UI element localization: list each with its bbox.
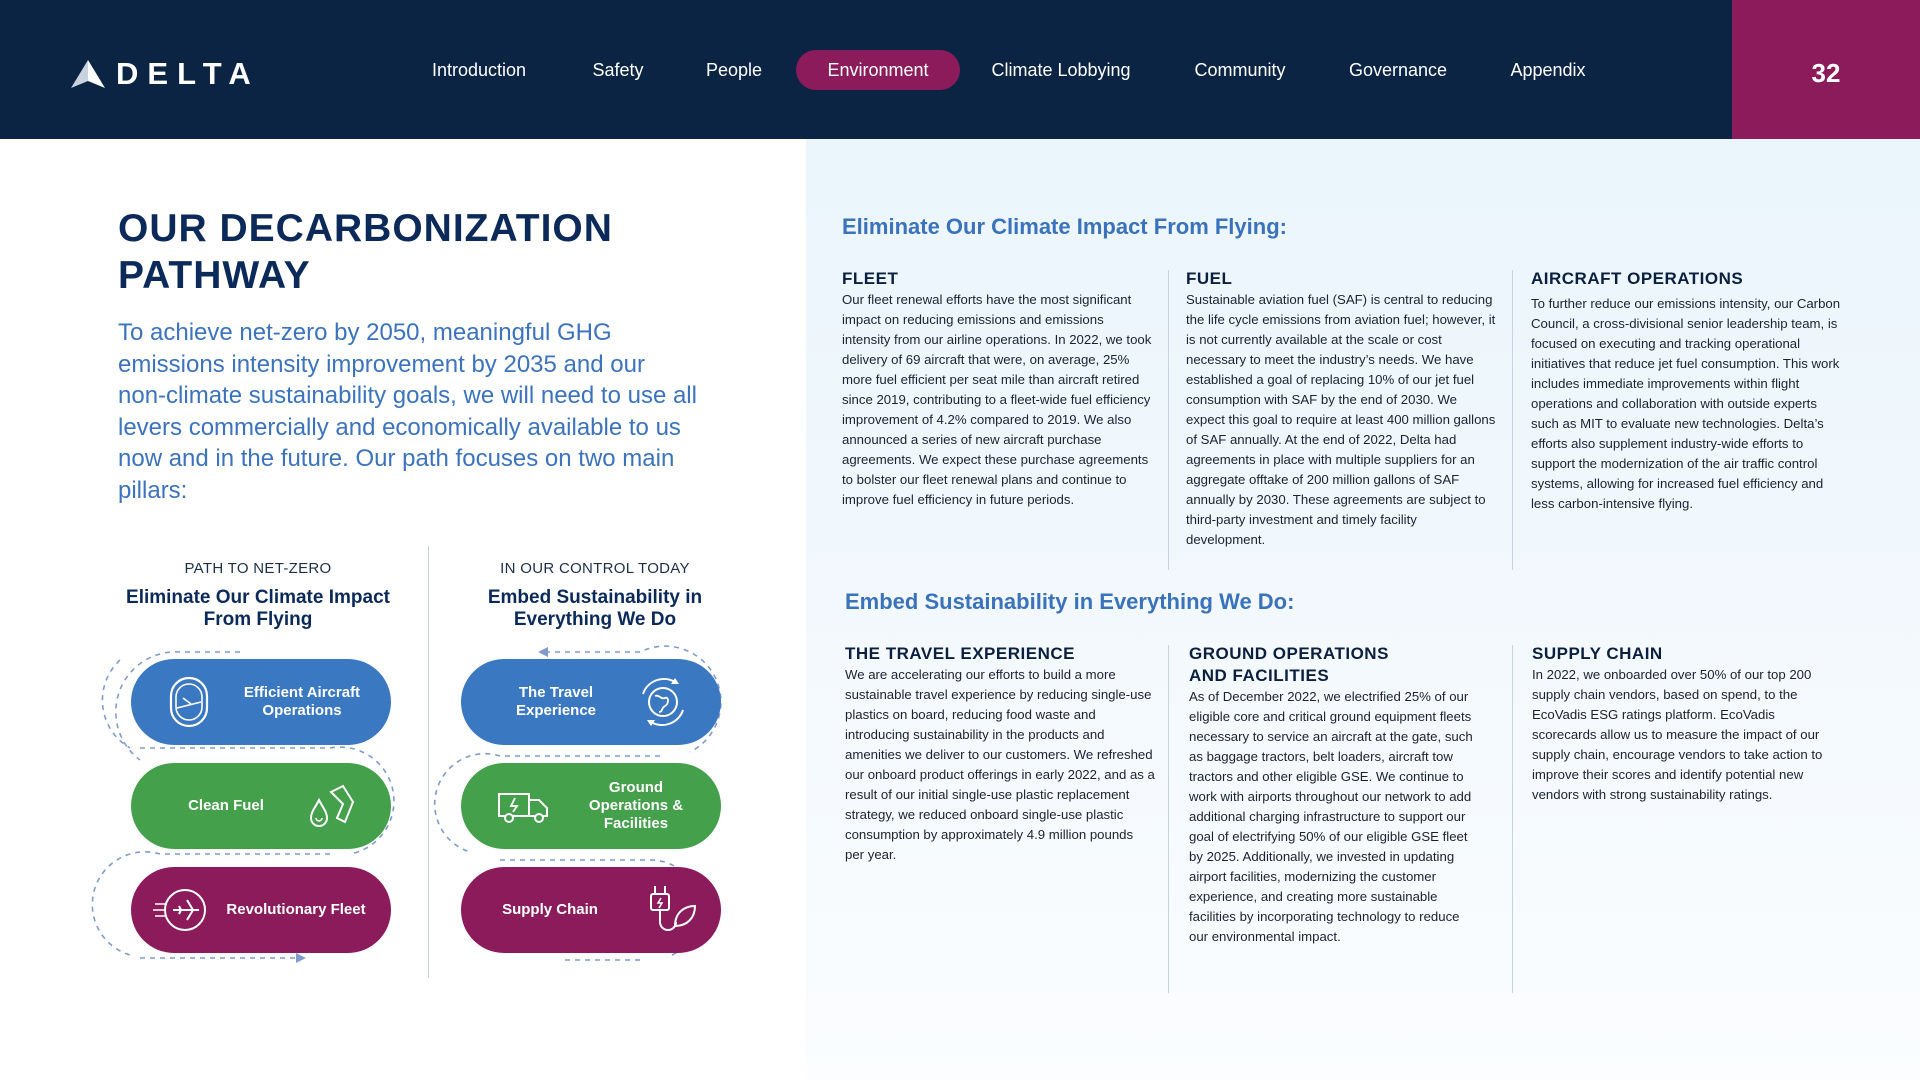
block-aircraft-operations xyxy=(1531,268,1841,514)
section2-heading: Embed Sustainability in Everything We Do: xyxy=(845,589,1295,614)
block-supply-chain xyxy=(1532,643,1842,805)
fuel-nozzle-icon xyxy=(303,778,359,834)
pillar2-caption: IN OUR CONTROL TODAY xyxy=(500,560,690,577)
pill-label: Efficient Aircraft Operations xyxy=(243,684,361,719)
aircraft-window-icon xyxy=(161,674,217,730)
page-title-line1: OUR DECARBONIZATION xyxy=(118,207,613,250)
nav-safety[interactable]: Safety xyxy=(592,60,644,80)
block-title: FUEL xyxy=(1186,269,1233,288)
pill-label: Supply Chain xyxy=(502,901,598,918)
globe-recycle-icon xyxy=(635,674,691,730)
logo-text: DELTA xyxy=(116,56,260,91)
page-number: 32 xyxy=(1811,58,1841,88)
pill-the-travel-experience[interactable] xyxy=(461,659,721,745)
electric-truck-icon xyxy=(495,778,551,834)
column-rule xyxy=(1168,270,1169,570)
pill-label: Ground Operations & Facilities xyxy=(588,779,684,832)
pillar1-title: Eliminate Our Climate Impact From Flying xyxy=(126,587,390,630)
block-ground-operations xyxy=(1189,643,1489,947)
pill-label: The Travel Experience xyxy=(515,684,597,719)
pill-label: Clean Fuel xyxy=(188,797,264,814)
nav-environment[interactable]: Environment xyxy=(796,50,960,90)
block-travel-experience xyxy=(845,643,1155,865)
pill-ground-operations-facilities[interactable] xyxy=(461,763,721,849)
block-body: In 2022, we onboarded over 50% of our top 200 supply chain vendors, based on spend, to the EcoVadis ESG ratings platform. EcoVadis scorecards allow us to measure the impact of our supply chain, encourage vendors to take action to improve their scores and identify potential new vendors with strong sustainability ratings. xyxy=(1532,667,1823,802)
block-body: As of December 2022, we electrified 25% of our eligible core and critical ground equipment fleets necessary to service an aircraft at the gate, such as baggage tractors, belt loaders, aircraft tow tractors and other eligible GSE. We continue to work with airports throughout our network to add additional charging infrastructure to support our goal of electrifying 50% of our eligible GSE fleet by 2025. Additionally, we invested in updating airport facilities, modernizing the customer experience, and creating more sustainable facilities by incorporating technology to reduce our environmental impact. xyxy=(1189,689,1473,944)
section1-heading: Eliminate Our Climate Impact From Flying: xyxy=(842,214,1287,239)
intro-paragraph: To achieve net-zero by 2050, meaningful GHG emissions intensity improvement by 2035 and our non-climate sustainability goals, we will need to use all levers commercially and economically available to us now and in the future. Our path focuses on two main pillars: xyxy=(118,319,697,504)
pillar2-title: Embed Sustainability in Everything We Do xyxy=(487,587,703,630)
nav-introduction[interactable]: Introduction xyxy=(431,60,527,80)
pillar1-caption: PATH TO NET-ZERO xyxy=(184,560,332,577)
column-rule xyxy=(1512,270,1513,570)
nav-people[interactable]: People xyxy=(705,60,763,80)
pillar-flow-connectors xyxy=(0,0,806,1000)
block-body: To further reduce our emissions intensity, our Carbon Council, a cross-divisional senior leadership team, is focused on executing and tracking operational initiatives that reduce jet fuel consumption. This work includes immediate improvements within flight operations and collaboration with outside experts such as MIT to evaluate new technologies. Delta’s efforts also supplement industry-wide efforts to support the modernization of the air traffic control systems, allowing for increased fuel efficiency and less carbon-intensive flying. xyxy=(1531,296,1841,511)
flow-arrow-left xyxy=(538,647,548,657)
pill-label: Revolutionary Fleet xyxy=(226,901,366,918)
plug-leaf-icon xyxy=(641,882,697,938)
nav-community[interactable]: Community xyxy=(1194,60,1286,80)
airplane-circle-icon xyxy=(153,882,209,938)
flow-arrow-right xyxy=(296,953,306,963)
pill-clean-fuel[interactable] xyxy=(131,763,391,849)
column-rule xyxy=(1512,645,1513,993)
block-title: SUPPLY CHAIN xyxy=(1532,644,1663,663)
block-title: AIRCRAFT OPERATIONS xyxy=(1531,269,1744,288)
block-body: Our fleet renewal efforts have the most significant impact on reducing emissions and emissions intensity from our airline operations. In 2022, we took delivery of 69 aircraft that were, on average, 25% more fuel efficient per seat mile than aircraft retired since 2019, contributing to a fleet-wide fuel efficiency improvement of 4.2% compared to 2019. We also announced a series of new aircraft purchase agreements. We expect these purchase agreements to bolster our fleet renewal plans and continue to improve fuel efficiency in future periods. xyxy=(842,292,1152,507)
block-title: FLEET xyxy=(842,269,899,288)
block-body: We are accelerating our efforts to build a more sustainable travel experience by reducing single-use plastics on board, reducing food waste and introducing sustainability in the products and amenities we deliver to our customers. We refreshed our onboard product offerings in early 2022, and as a result of our initial single-use plastic replacement strategy, we reduced onboard single-use plastic consumption by approximately 4.9 million pounds per year. xyxy=(845,667,1155,862)
page-number-box xyxy=(1732,0,1920,139)
nav-appendix[interactable]: Appendix xyxy=(1510,60,1586,80)
nav-climate-lobbying[interactable]: Climate Lobbying xyxy=(991,60,1131,80)
block-body: Sustainable aviation fuel (SAF) is central to reducing the life cycle emissions from aviation fuel; however, it is not currently available at the scale or cost necessary to meet the industry’s needs. We have established a goal of replacing 10% of our jet fuel consumption with SAF by the end of 2030. We expect this goal to require at least 400 million gallons of SAF annually. At the end of 2022, Delta had agreements in place with multiple suppliers for an aggregate offtake of 200 million gallons of SAF annually by 2030. These agreements are subject to third-party investment and timely facility development. xyxy=(1186,292,1496,547)
block-fuel xyxy=(1186,268,1496,550)
pill-supply-chain[interactable] xyxy=(461,867,721,953)
column-rule xyxy=(1168,645,1169,993)
block-fleet xyxy=(842,268,1152,510)
block-title: THE TRAVEL EXPERIENCE xyxy=(845,644,1075,663)
nav-governance[interactable]: Governance xyxy=(1348,60,1448,80)
pill-revolutionary-fleet[interactable] xyxy=(131,867,391,953)
page-title-line2: PATHWAY xyxy=(118,254,311,297)
block-title: GROUND OPERATIONS AND FACILITIES xyxy=(1189,644,1389,685)
pill-efficient-aircraft-operations[interactable] xyxy=(131,659,391,745)
